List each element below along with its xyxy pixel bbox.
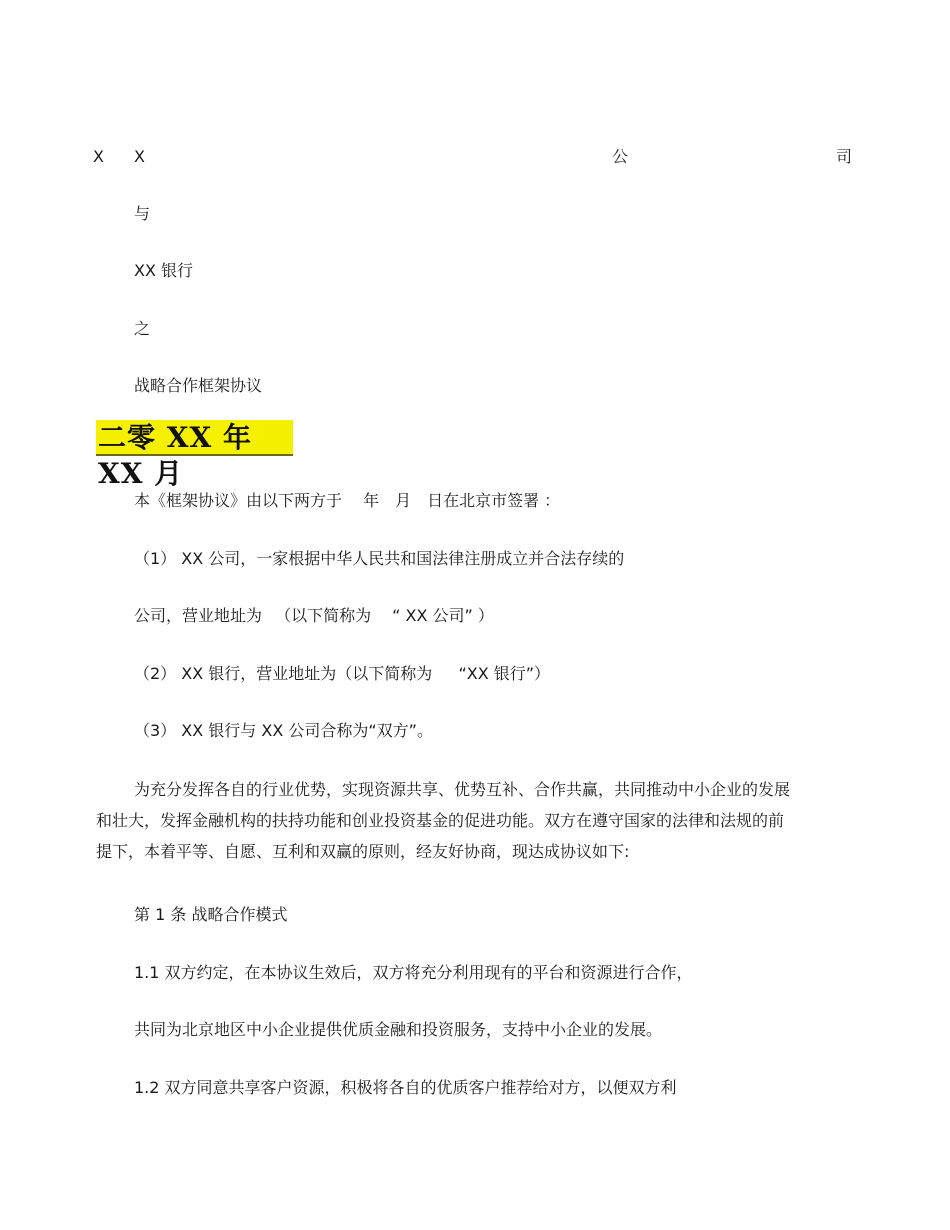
clause-1-2-line-1: 1.2 双方同意共享客户资源，积极将各自的优质客户推荐给对方，以便双方利 xyxy=(134,1078,677,1097)
preamble-paragraph xyxy=(96,774,796,867)
document-title: 战略合作框架协议 xyxy=(134,376,263,395)
party-3: （3） XX 银行与 XX 公司合称为“双方”。 xyxy=(134,721,433,740)
date-banner: 二零 XX 年 XX 月 xyxy=(96,420,293,456)
title-char-gong: 公 xyxy=(611,147,628,166)
clause-1-1-line-2: 共同为北京地区中小企业提供优质金融和投资服务，支持中小企业的发展。 xyxy=(134,1020,663,1039)
article-1-heading: 第 1 条 战略合作模式 xyxy=(134,905,288,924)
title-line-spread xyxy=(92,147,852,167)
title-char-si: 司 xyxy=(835,147,852,166)
party-2: （2） XX 银行，营业地址为（以下简称为 “XX 银行”） xyxy=(134,664,551,683)
title-char-x2: X xyxy=(92,147,104,166)
title-bank: XX 银行 xyxy=(134,261,194,280)
title-with: 与 xyxy=(134,204,151,223)
party-1-line-1: （1） XX 公司，一家根据中华人民共和国法律注册成立并合法存续的 xyxy=(134,549,625,568)
title-char-x1: X xyxy=(134,147,145,166)
party-1-line-2: 公司，营业地址为 （以下简称为 “ XX 公司” ） xyxy=(134,606,494,625)
preamble-text: 为充分发挥各自的行业优势，实现资源共享、优势互补、合作共赢，共同推动中小企业的发展和壮大，发挥金融机构的扶持功能和创业投资基金的促进功能。双方在遵守国家的法律和法规的前提下，本着平等、自愿、互利和双赢的原则，经友好协商，现达成协议如下: xyxy=(96,780,791,861)
clause-1-1-line-1: 1.1 双方约定，在本协议生效后，双方将充分利用现有的平台和资源进行合作， xyxy=(134,963,693,982)
title-of: 之 xyxy=(134,319,151,338)
intro-paragraph: 本《框架协议》由以下两方于 年 月 日在北京市签署 ： xyxy=(134,491,561,510)
